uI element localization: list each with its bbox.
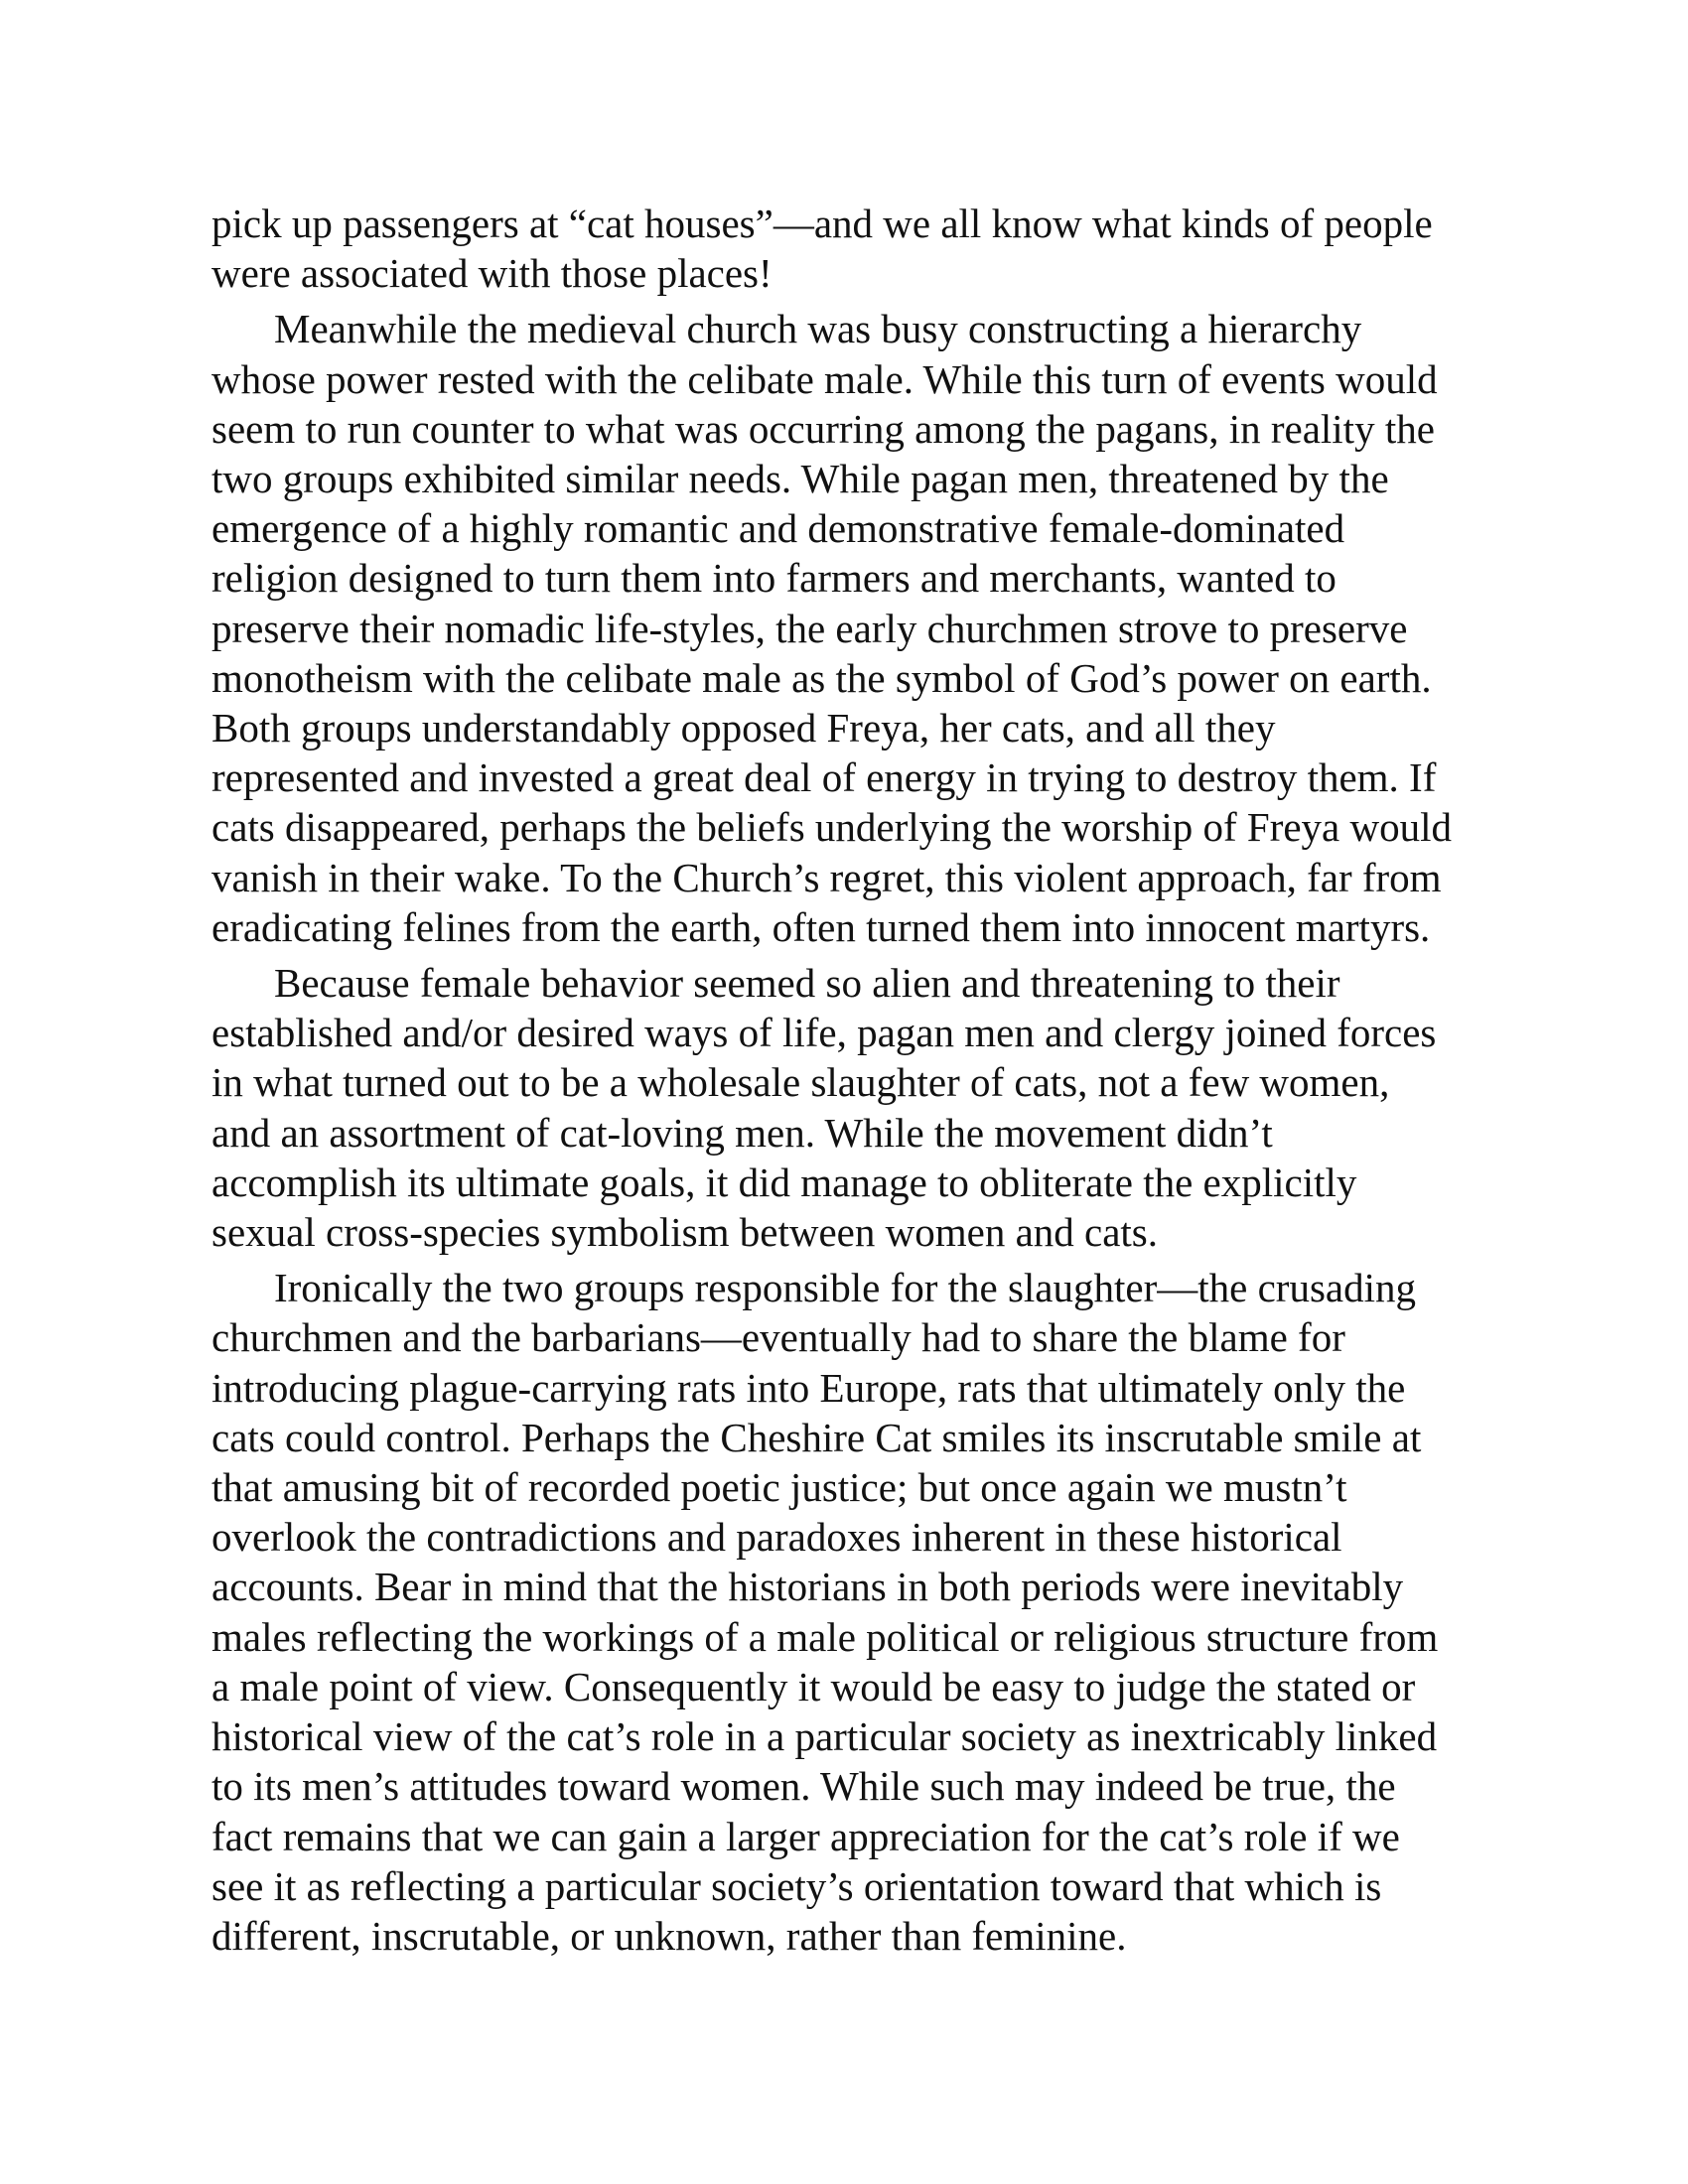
text-line: and an assortment of cat-loving men. While the movement didn’t	[211, 1109, 1273, 1156]
text-line: accomplish its ultimate goals, it did manage to obliterate the explicitly	[211, 1159, 1357, 1205]
text-line: established and/or desired ways of life, pagan men and clergy joined forces	[211, 1010, 1437, 1056]
text-line: that amusing bit of recorded poetic justice; but once again we mustn’t	[211, 1464, 1347, 1511]
book-page	[211, 199, 1502, 1985]
text-line: Because female behavior seemed so alien and threatening to their	[274, 960, 1340, 1007]
text-line: represented and invested a great deal of energy in trying to destroy them. If	[211, 754, 1437, 801]
text-line: whose power rested with the celibate male. While this turn of events would	[211, 355, 1438, 402]
text-line: fact remains that we can gain a larger appreciation for the cat’s role if we	[211, 1813, 1400, 1859]
text-line: two groups exhibited similar needs. While pagan men, threatened by the	[211, 456, 1389, 502]
text-line: pick up passengers at “cat houses”—and we all know what kinds of people	[211, 201, 1433, 246]
text-line: preserve their nomadic life-styles, the early churchmen strove to preserve	[211, 605, 1408, 651]
text-line: religion designed to turn them into farmers and merchants, wanted to	[211, 555, 1336, 602]
text-line: Ironically the two groups responsible for the slaughter—the crusading	[274, 1265, 1416, 1311]
text-line: introducing plague-carrying rats into Europe, rats that ultimately only the	[211, 1364, 1406, 1411]
paragraph-medieval-church	[211, 304, 1502, 952]
text-line: to its men’s attitudes toward women. While such may indeed be true, the	[211, 1763, 1396, 1810]
text-line: accounts. Bear in mind that the historians in both periods were inevitably	[211, 1564, 1404, 1610]
text-line: Both groups understandably opposed Freya, her cats, and all they	[211, 705, 1276, 751]
text-line: seem to run counter to what was occurring among the pagans, in reality the	[211, 405, 1435, 452]
text-line: in what turned out to be a wholesale slaughter of cats, not a few women,	[211, 1059, 1390, 1106]
text-line: were associated with those places!	[211, 250, 773, 297]
text-line: historical view of the cat’s role in a particular society as inextricably linked	[211, 1713, 1438, 1760]
text-line: different, inscrutable, or unknown, rather than feminine.	[211, 1912, 1127, 1959]
text-line: churchmen and the barbarians—eventually had to share the blame for	[211, 1314, 1345, 1361]
text-line: emergence of a highly romantic and demonstrative female-dominated	[211, 505, 1345, 552]
paragraph-ironically	[211, 1263, 1502, 1961]
text-line: cats could control. Perhaps the Cheshire Cat smiles its inscrutable smile at	[211, 1414, 1422, 1460]
text-line: a male point of view. Consequently it would be easy to judge the stated or	[211, 1663, 1416, 1709]
paragraph-female-behavior	[211, 958, 1502, 1257]
text-line: sexual cross-species symbolism between women and cats.	[211, 1209, 1159, 1256]
text-line: eradicating felines from the earth, often turned them into innocent martyrs.	[211, 903, 1431, 950]
text-line: Meanwhile the medieval church was busy constructing a hierarchy	[274, 306, 1362, 352]
text-line: see it as reflecting a particular society’s orientation toward that which is	[211, 1862, 1382, 1909]
text-line: males reflecting the workings of a male political or religious structure from	[211, 1613, 1439, 1660]
text-line: vanish in their wake. To the Church’s regret, this violent approach, far from	[211, 854, 1442, 900]
text-line: overlook the contradictions and paradoxes inherent in these historical	[211, 1514, 1342, 1561]
text-line: monotheism with the celibate male as the symbol of God’s power on earth.	[211, 654, 1432, 701]
paragraph-continuation	[211, 199, 1502, 298]
text-line: cats disappeared, perhaps the beliefs underlying the worship of Freya would	[211, 804, 1452, 851]
